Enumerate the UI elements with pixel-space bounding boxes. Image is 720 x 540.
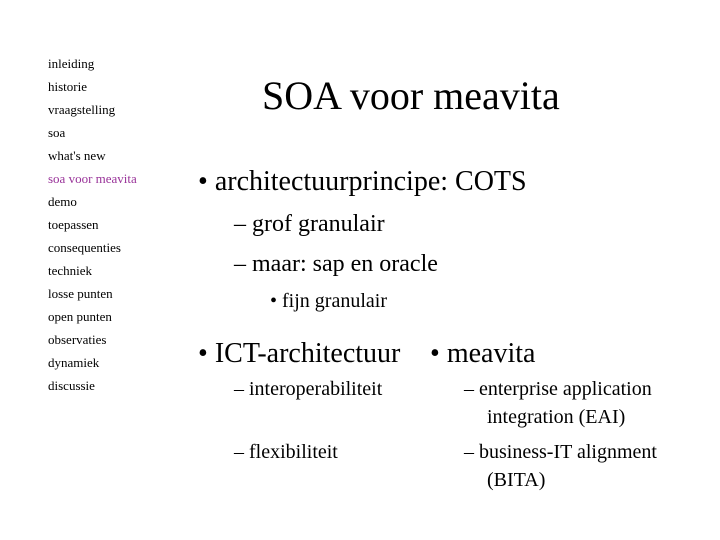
sub-sub-bullet-fijn-granulair: [270, 288, 387, 314]
sub-bullet-bita-line-1: [464, 439, 657, 465]
nav-item-demo[interactable]: demo: [48, 194, 77, 209]
nav-item-soa-voor-meavita[interactable]: soa voor meavita: [48, 171, 137, 186]
bullet-text: architectuurprincipe: COTS: [214, 166, 527, 197]
sub-bullet-text: enterprise application: [479, 378, 652, 400]
sub-bullet-sap-oracle: [234, 248, 438, 280]
dash-marker: –: [234, 441, 244, 463]
nav-item-dynamiek[interactable]: dynamiek: [48, 355, 100, 370]
sub-bullet-flexibiliteit: [234, 439, 338, 465]
nav-item-techniek[interactable]: techniek: [48, 263, 93, 278]
sub-bullet-eai-line-1: [464, 376, 652, 402]
sub-bullet-grof-granulair: [234, 208, 385, 240]
bullet-marker: •: [430, 338, 440, 369]
dash-marker: –: [464, 378, 474, 400]
slide-navigation: [48, 52, 137, 397]
nav-item-whats-new[interactable]: what's new: [48, 148, 106, 163]
nav-item-losse-punten[interactable]: losse punten: [48, 286, 113, 301]
nav-item-vraagstelling[interactable]: vraagstelling: [48, 102, 116, 117]
nav-item-discussie[interactable]: discussie: [48, 378, 95, 393]
sub-sub-bullet-text: fijn granulair: [282, 290, 387, 312]
nav-item-soa[interactable]: soa: [48, 125, 66, 140]
bullet-text: ICT-architectuur: [214, 338, 401, 369]
sub-bullet-text: flexibiliteit: [249, 441, 338, 463]
nav-item-toepassen[interactable]: toepassen: [48, 217, 99, 232]
dash-marker: –: [234, 378, 244, 400]
sub-bullet-bita-line-2: (BITA): [487, 469, 546, 491]
dash-marker: –: [234, 211, 246, 237]
bullet-marker: •: [198, 166, 208, 197]
dash-marker: –: [464, 441, 474, 463]
slide-title: SOA voor meavita: [262, 73, 560, 118]
sub-bullet-interoperabiliteit: [234, 376, 382, 402]
bullet-marker: •: [270, 290, 278, 312]
nav-item-open-punten[interactable]: open punten: [48, 309, 112, 324]
bullet-text: meavita: [446, 338, 536, 369]
nav-item-consequenties[interactable]: consequenties: [48, 240, 121, 255]
bullet-meavita: [430, 336, 535, 372]
bullet-architectuurprincipe: [198, 164, 527, 200]
sub-bullet-text: business-IT alignment: [479, 441, 657, 463]
nav-item-observaties[interactable]: observaties: [48, 332, 107, 347]
sub-bullet-text: grof granulair: [252, 211, 385, 237]
nav-item-inleiding[interactable]: inleiding: [48, 56, 95, 71]
sub-bullet-text: maar: sap en oracle: [252, 251, 438, 277]
nav-item-historie[interactable]: historie: [48, 79, 87, 94]
sub-bullet-eai-line-2: integration (EAI): [487, 406, 626, 428]
dash-marker: –: [234, 251, 246, 277]
bullet-marker: •: [198, 338, 208, 369]
sub-bullet-text: interoperabiliteit: [249, 378, 383, 400]
bullet-ict-architectuur: [198, 336, 400, 372]
